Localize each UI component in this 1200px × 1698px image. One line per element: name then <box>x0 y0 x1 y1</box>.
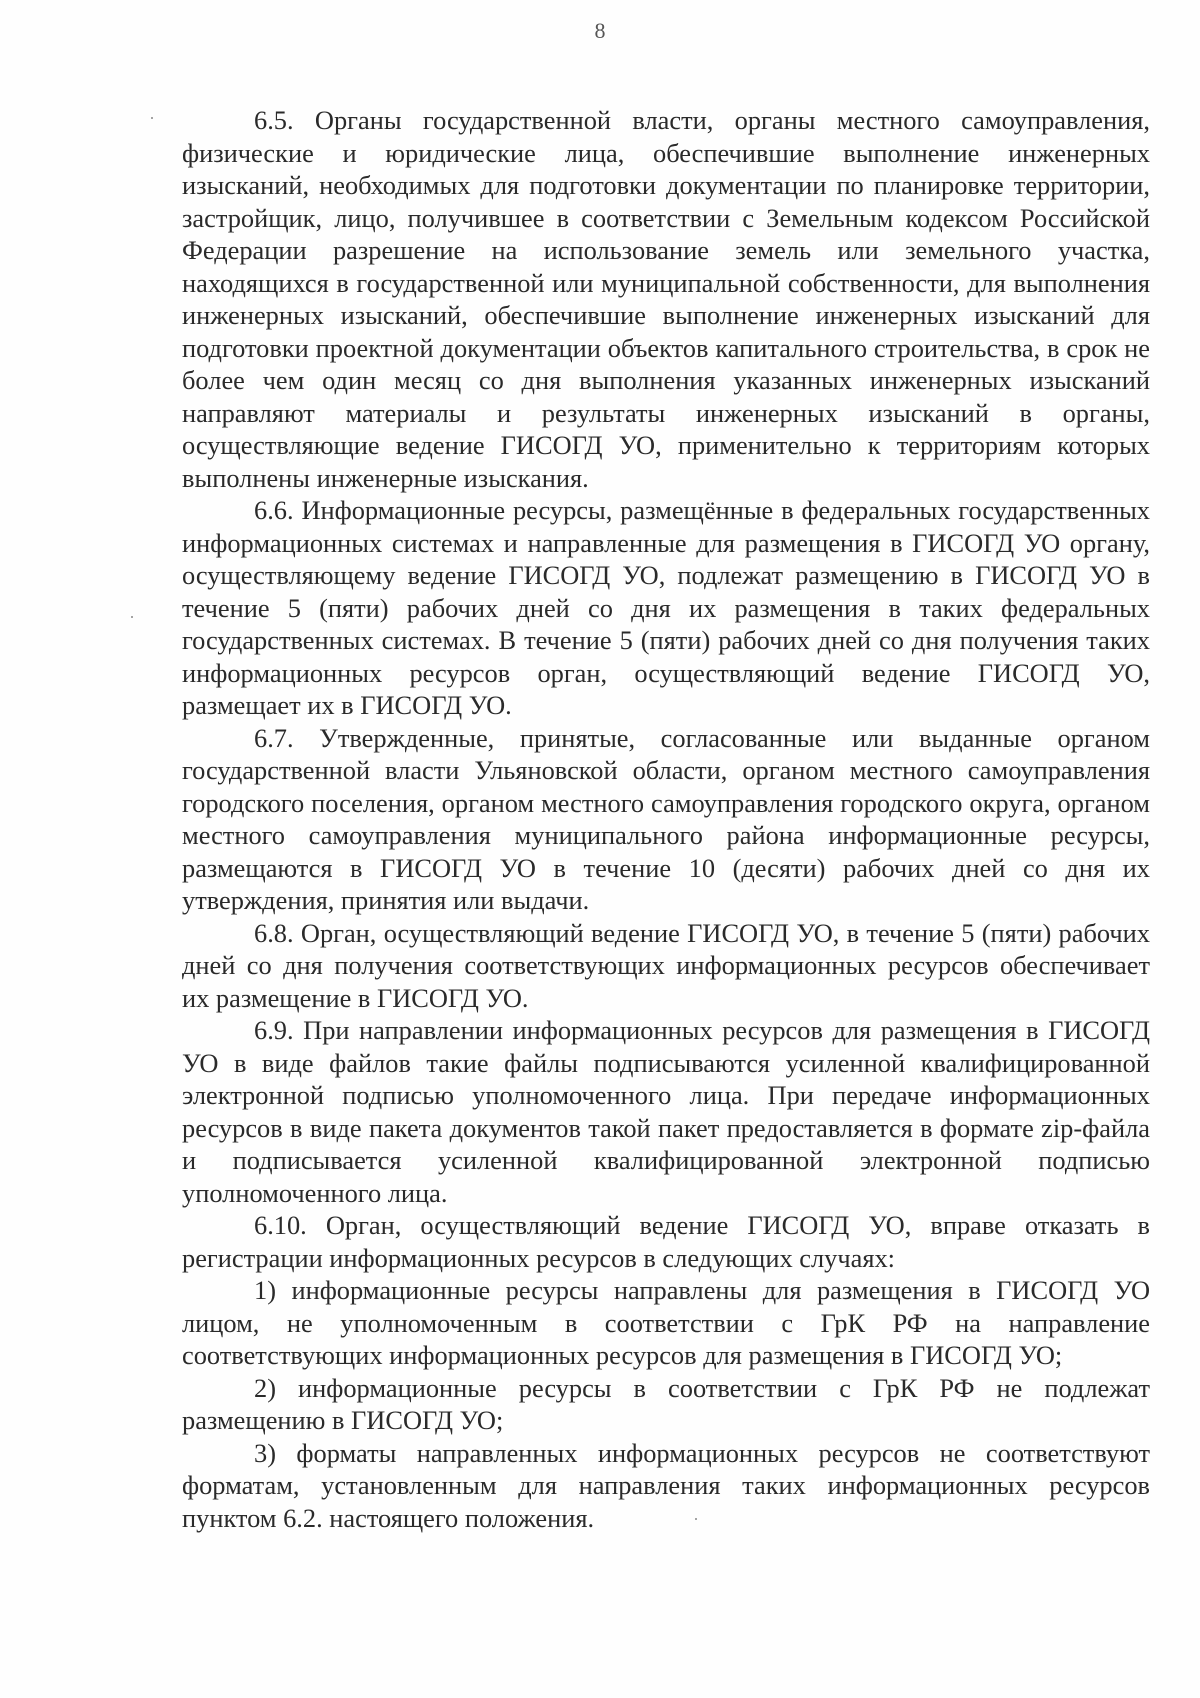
scan-speck <box>151 117 153 119</box>
paragraph-6-6: 6.6. Информационные ресурсы, размещённые в федеральных государственных информационных системах и направленные для размещения в ГИСОГД УО органу, осуществляющему ведение ГИСОГД УО, подлежат размещению в ГИСОГД УО в течение 5 (пяти) рабочих дней со дня их размещения в таких федеральных государственных системах. В течение 5 (пяти) рабочих дней со дня получения таких информационных ресурсов орган, осуществляющий ведение ГИСОГД УО, размещает их в ГИСОГД УО. <box>182 495 1150 720</box>
paragraph-6-7: 6.7. Утвержденные, принятые, согласованные или выданные органом государственной власти Ульяновской области, органом местного самоуправления городского поселения, органом местного самоуправления городского округа, органом местного самоуправления муниципального района информационные ресурсы, размещаются в ГИСОГД УО в течение 10 (десяти) рабочих дней со дня их утверждения, принятия или выдачи. <box>182 722 1150 915</box>
list-item-2: 2) информационные ресурсы в соответствии с ГрК РФ не подлежат размещению в ГИСОГД УО; <box>182 1372 1150 1435</box>
paragraph-6-5: 6.5. Органы государственной власти, органы местного самоуправления, физические и юридические лица, обеспечившие выполнение инженерных изысканий, необходимых для подготовки документации по планировке территории, застройщик, лицо, получившее в соответствии с Земельным кодексом Российской Федерации разрешение на использование земель или земельного участка, находящихся в государственной или муниципальной собственности, для выполнения инженерных изысканий, обеспечившие выполнение инженерных изысканий для подготовки проектной документации объектов капитального строительства, в срок не более чем один месяц со дня выполнения указанных инженерных изысканий направляют материалы и результаты инженерных изысканий в органы, осуществляющие ведение ГИСОГД УО, применительно к территориям которых выполнены инженерные изыскания. <box>182 105 1150 493</box>
page-number: 8 <box>594 18 606 43</box>
document-body <box>182 104 1150 1534</box>
paragraph-6-8: 6.8. Орган, осуществляющий ведение ГИСОГД УО, в течение 5 (пяти) рабочих дней со дня получения соответствующих информационных ресурсов обеспечивает их размещение в ГИСОГД УО. <box>182 917 1150 1013</box>
paragraph-6-10: 6.10. Орган, осуществляющий ведение ГИСОГД УО, вправе отказать в регистрации информационных ресурсов в следующих случаях: <box>182 1210 1150 1273</box>
list-item-1: 1) информационные ресурсы направлены для размещения в ГИСОГД УО лицом, не уполномоченным в соответствии с ГрК РФ на направление соответствующих информационных ресурсов для размещения в ГИСОГД УО; <box>182 1275 1150 1370</box>
list-item-3: 3) форматы направленных информационных ресурсов не соответствуют форматам, установленным для направления таких информационных ресурсов пунктом 6.2. настоящего положения. <box>182 1437 1150 1533</box>
scan-speck <box>695 1518 697 1520</box>
paragraph-6-9: 6.9. При направлении информационных ресурсов для размещения в ГИСОГД УО в виде файлов такие файлы подписываются усиленной квалифицированной электронной подписью уполномоченного лица. При передаче информационных ресурсов в виде пакета документов такой пакет предоставляется в формате zip-файла и подписывается усиленной квалифицированной электронной подписью уполномоченного лица. <box>182 1015 1150 1208</box>
scan-speck <box>131 616 133 618</box>
